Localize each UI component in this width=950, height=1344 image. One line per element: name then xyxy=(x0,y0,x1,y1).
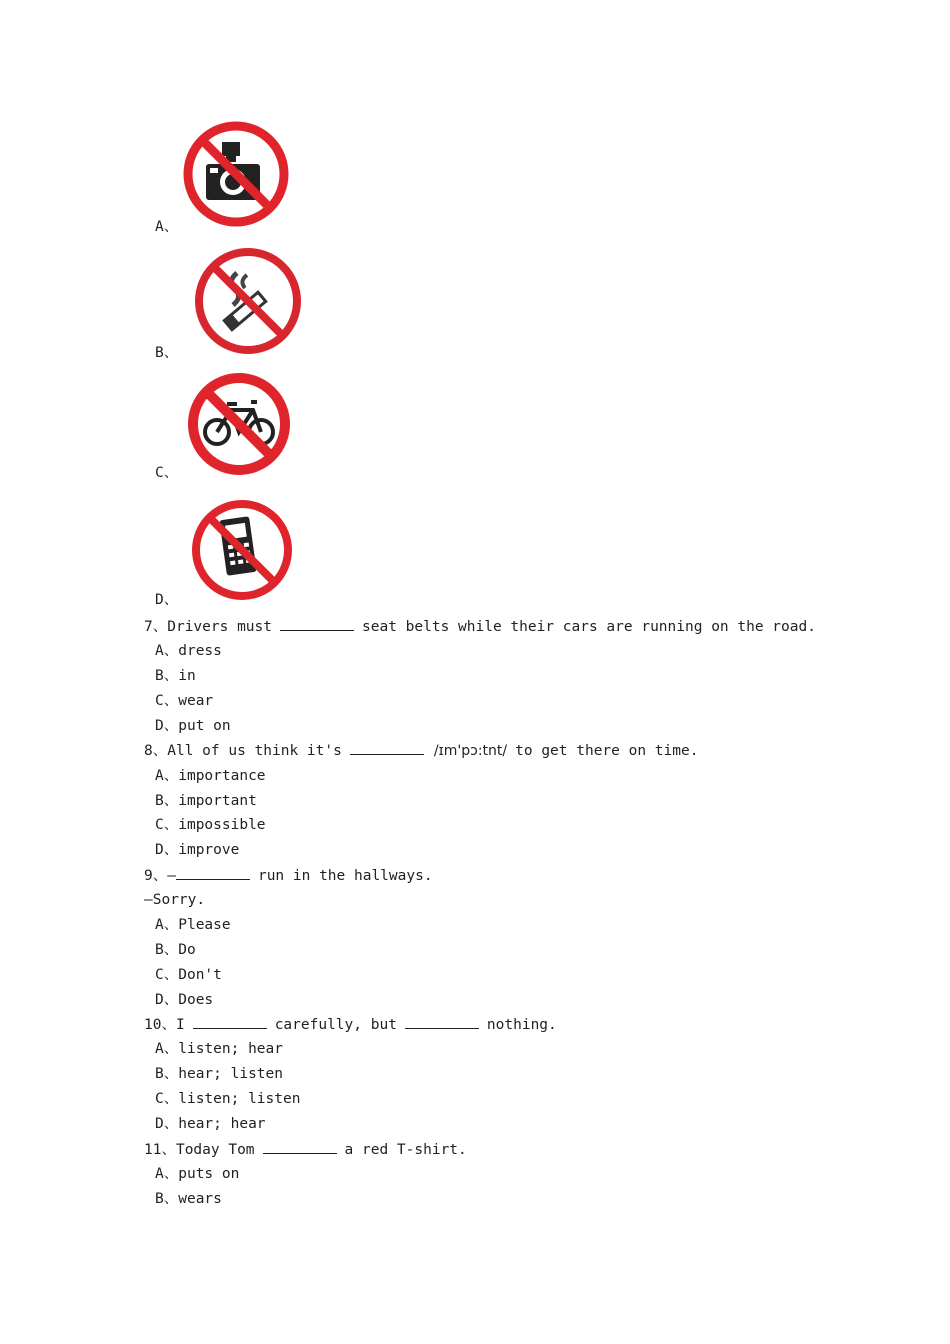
answer-blank xyxy=(263,1139,337,1154)
sign-option-d-label: D、 xyxy=(155,592,179,608)
q7-option-b: B、in xyxy=(155,668,196,684)
answer-blank xyxy=(350,740,424,755)
q9-option-b: B、Do xyxy=(155,942,196,958)
no-bicycle-icon xyxy=(187,372,291,476)
no-phone-icon xyxy=(190,498,294,602)
q9-option-d: D、Does xyxy=(155,992,214,1008)
question-11: 11、Today Tom a red T-shirt. xyxy=(144,1139,467,1160)
q7-option-d: D、put on xyxy=(155,718,231,734)
answer-blank xyxy=(405,1014,479,1029)
sign-option-a-label: A、 xyxy=(155,219,179,235)
q10-option-d: D、hear; hear xyxy=(155,1116,266,1132)
q8-option-a: A、importance xyxy=(155,768,266,784)
q8-option-d: D、improve xyxy=(155,842,240,858)
q10-option-b: B、hear; listen xyxy=(155,1066,283,1082)
q9-option-c: C、Don't xyxy=(155,967,222,983)
q10-option-c: C、listen; listen xyxy=(155,1091,301,1107)
q11-option-b: B、wears xyxy=(155,1191,222,1207)
phonetic-hint: /ɪm'pɔ:tnt/ xyxy=(433,743,508,759)
no-smoking-icon xyxy=(193,245,303,357)
question-9: 9、— run in the hallways. xyxy=(144,865,433,886)
question-8: 8、All of us think it's /ɪm'pɔ:tnt/ to get there on time. xyxy=(144,740,698,761)
q9-reply: —Sorry. xyxy=(144,892,206,908)
answer-blank xyxy=(280,616,354,631)
answer-blank xyxy=(176,865,250,880)
q7-option-a: A、dress xyxy=(155,643,222,659)
answer-blank xyxy=(193,1014,267,1029)
no-camera-icon xyxy=(182,120,290,228)
question-10: 10、I carefully, but nothing. xyxy=(144,1014,557,1035)
q10-option-a: A、listen; hear xyxy=(155,1041,283,1057)
q9-option-a: A、Please xyxy=(155,917,231,933)
question-7: 7、Drivers must seat belts while their cars are running on the road. xyxy=(144,616,816,637)
q7-option-c: C、wear xyxy=(155,693,214,709)
q11-option-a: A、puts on xyxy=(155,1166,240,1182)
sign-option-b-label: B、 xyxy=(155,345,179,361)
sign-option-c-label: C、 xyxy=(155,465,179,481)
q8-option-b: B、important xyxy=(155,793,257,809)
q8-option-c: C、impossible xyxy=(155,817,266,833)
